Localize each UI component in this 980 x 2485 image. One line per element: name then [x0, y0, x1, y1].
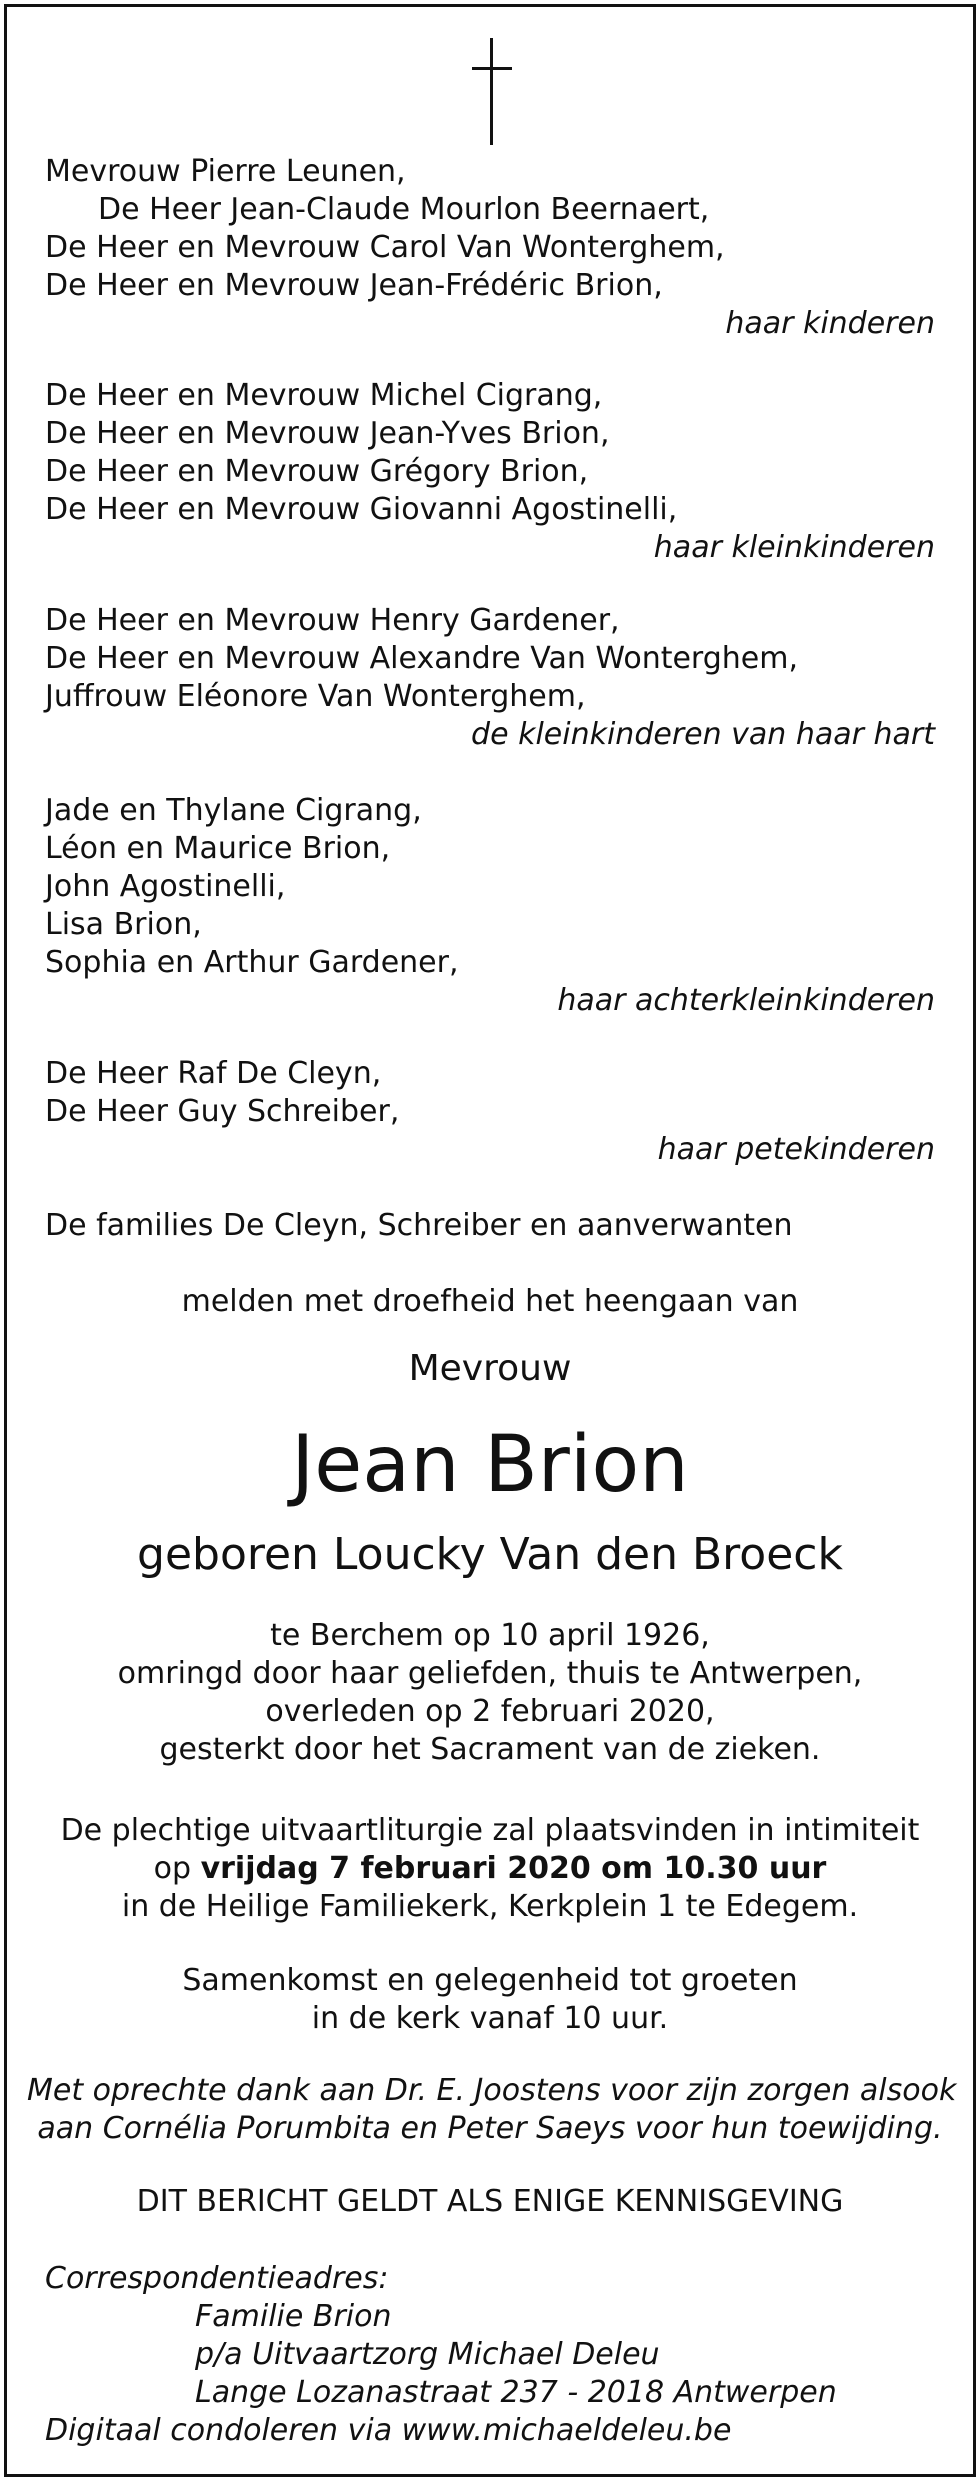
godchildren-section	[45, 1055, 935, 1169]
funeral-location: in de Heilige Familiekerk, Kerkplein 1 te Edegem.	[121, 1889, 859, 1924]
salutation	[27, 1345, 953, 1393]
born-name-text: geboren Loucky Van den Broeck	[137, 1529, 843, 1580]
cross-icon	[472, 38, 512, 145]
deceased-name	[27, 1417, 953, 1513]
godchildren-caption: haar petekinderen	[657, 1132, 935, 1167]
funeral-info	[27, 1812, 953, 1926]
gathering-line: Samenkomst en gelegenheid tot groeten	[182, 1963, 798, 1998]
grandchildren-section	[45, 377, 935, 567]
name-line: Juffrouw Eléonore Van Wonterghem,	[45, 679, 586, 714]
name-line: De Heer en Mevrouw Jean-Yves Brion,	[45, 416, 610, 451]
thanks-line: Met oprechte dank aan Dr. E. Joostens voor zijn zorgen alsook	[27, 2073, 957, 2108]
detail-line: te Berchem op 10 april 1926,	[270, 1618, 710, 1653]
gathering-info	[27, 1962, 953, 2038]
correspondence-line: Familie Brion	[195, 2299, 392, 2334]
detail-line: omringd door haar geliefden, thuis te Antwerpen,	[117, 1656, 863, 1691]
funeral-line: De plechtige uitvaartliturgie zal plaatsvinden in intimiteit	[60, 1813, 920, 1848]
name-line: Jade en Thylane Cigrang,	[45, 793, 422, 828]
children-caption: haar kinderen	[725, 306, 935, 341]
thanks-line: aan Cornélia Porumbita en Peter Saeys voor hun toewijding.	[37, 2111, 943, 2146]
great-grandchildren-caption: haar achterkleinkinderen	[557, 983, 935, 1018]
name-line: De Heer Raf De Cleyn,	[45, 1056, 382, 1091]
name-line: De Heer en Mevrouw Alexandre Van Wonterghem,	[45, 641, 799, 676]
notice-text: DIT BERICHT GELDT ALS ENIGE KENNISGEVING	[136, 2184, 844, 2219]
name-line: Léon en Maurice Brion,	[45, 831, 391, 866]
name-line: Sophia en Arthur Gardener,	[45, 945, 459, 980]
name-line: De Heer en Mevrouw Henry Gardener,	[45, 603, 620, 638]
correspondence-line: Lange Lozanastraat 237 - 2018 Antwerpen	[195, 2375, 837, 2410]
great-grandchildren-section	[45, 792, 935, 1020]
thanks	[27, 2072, 957, 2148]
correspondence-label: Correspondentieadres:	[45, 2261, 389, 2296]
funeral-date-line	[27, 1850, 953, 1888]
deceased-name-text: Jean Brion	[291, 1420, 689, 1510]
announcement	[27, 1283, 953, 1321]
families-line	[45, 1207, 935, 1245]
heart-grandchildren-caption: de kleinkinderen van haar hart	[471, 717, 935, 752]
name-line: Lisa Brion,	[45, 907, 202, 942]
notice	[27, 2183, 953, 2221]
correspondence	[45, 2260, 935, 2450]
detail-line: gesterkt door het Sacrament van de zieken.	[159, 1732, 821, 1767]
salutation-text: Mevrouw	[408, 1348, 572, 1389]
detail-line: overleden op 2 februari 2020,	[265, 1694, 715, 1729]
grandchildren-caption: haar kleinkinderen	[653, 530, 935, 565]
funeral-on: op	[153, 1851, 192, 1886]
families-text: De families De Cleyn, Schreiber en aanverwanten	[45, 1208, 793, 1243]
funeral-datetime: vrijdag 7 februari 2020 om 10.30 uur	[200, 1851, 827, 1886]
correspondence-line: p/a Uitvaartzorg Michael Deleu	[195, 2337, 660, 2372]
born-name	[27, 1525, 953, 1585]
obituary-notice	[4, 4, 976, 2477]
life-details	[27, 1617, 953, 1769]
heart-grandchildren-section	[45, 602, 935, 754]
name-line: De Heer en Mevrouw Giovanni Agostinelli,	[45, 492, 678, 527]
name-line: John Agostinelli,	[45, 869, 286, 904]
condolence-link[interactable]: Digitaal condoleren via www.michaeldeleu.be	[45, 2413, 732, 2448]
name-line: De Heer Guy Schreiber,	[45, 1094, 400, 1129]
announcement-text: melden met droefheid het heengaan van	[181, 1284, 799, 1319]
name-line: De Heer en Mevrouw Jean-Frédéric Brion,	[45, 268, 663, 303]
name-line: De Heer en Mevrouw Michel Cigrang,	[45, 378, 603, 413]
name-line: De Heer en Mevrouw Carol Van Wonterghem,	[45, 230, 725, 265]
gathering-line: in de kerk vanaf 10 uur.	[311, 2001, 669, 2036]
name-line: Mevrouw Pierre Leunen,	[45, 154, 406, 189]
name-line: De Heer Jean-Claude Mourlon Beernaert,	[98, 192, 710, 227]
name-line: De Heer en Mevrouw Grégory Brion,	[45, 454, 589, 489]
children-section	[45, 153, 935, 343]
